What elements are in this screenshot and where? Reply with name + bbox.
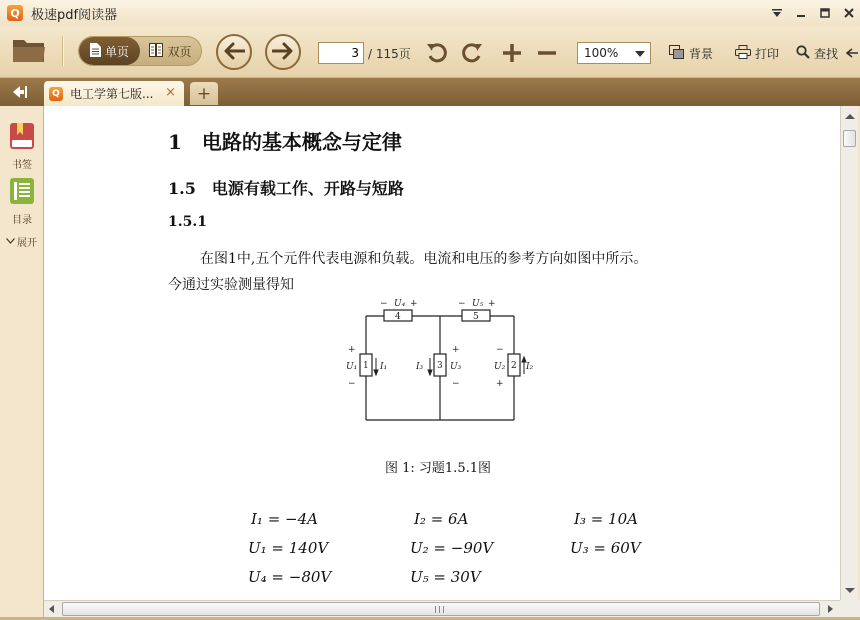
- tab-document[interactable]: [44, 81, 184, 106]
- close-window-icon[interactable]: [838, 3, 860, 23]
- i3-arrow: [428, 370, 432, 375]
- maximize-icon[interactable]: [814, 3, 836, 23]
- next-page-button[interactable]: [265, 34, 301, 70]
- figure-caption: 图 1: 习题1.5.1图: [385, 461, 491, 476]
- sidebar-expand-button[interactable]: [6, 234, 37, 249]
- paragraph-line-2: 今通过实验测量得知: [168, 277, 294, 293]
- horizontal-scrollbar[interactable]: [44, 600, 840, 617]
- equation-u4: U₄ = −80V: [248, 568, 332, 586]
- close-tab-icon[interactable]: ×: [165, 85, 176, 100]
- u3-label: U₃: [450, 362, 462, 372]
- double-page-button[interactable]: [140, 37, 201, 65]
- toc-icon: [9, 177, 35, 208]
- sidebar-bookmark-label: 书签: [12, 160, 32, 171]
- window-title: 极速pdf阅读器: [31, 7, 118, 23]
- zoom-level-select[interactable]: [577, 42, 651, 64]
- tab-bar: [0, 78, 860, 106]
- horizontal-scroll-thumb[interactable]: [62, 602, 820, 616]
- u5-plus: +: [488, 299, 496, 309]
- sidebar-toc-label: 目录: [12, 215, 32, 226]
- previous-page-button[interactable]: [216, 34, 252, 70]
- equation-i2: I₂ = 6A: [414, 510, 469, 528]
- equation-u1: U₁ = 140V: [248, 539, 329, 557]
- background-label: 背景: [689, 46, 714, 61]
- search-label: 查找: [814, 46, 839, 61]
- u3-minus: −: [452, 379, 460, 389]
- vertical-scrollbar[interactable]: [840, 106, 858, 600]
- i3-label: I₃: [416, 362, 424, 372]
- equation-u3: U₃ = 60V: [570, 539, 641, 557]
- scroll-right-icon[interactable]: [828, 605, 833, 613]
- arrow-right-icon: [272, 42, 294, 63]
- u4-minus: −: [380, 299, 388, 309]
- box-label-2: 2: [511, 361, 517, 371]
- pdf-page: [44, 106, 840, 600]
- box-label-3: 3: [437, 361, 443, 371]
- minimize-icon[interactable]: [790, 3, 812, 23]
- print-button[interactable]: [735, 42, 779, 64]
- u5-label: U₅: [472, 299, 484, 309]
- zoom-out-icon[interactable]: [534, 40, 560, 66]
- title-bar: [0, 0, 860, 26]
- double-page-label: 双页: [167, 44, 192, 59]
- single-page-icon: [90, 43, 101, 60]
- zoom-level-value: 100%: [584, 46, 619, 60]
- i2-label: I₂: [526, 362, 534, 372]
- box-label-5: 5: [473, 312, 479, 322]
- rotate-left-icon[interactable]: [424, 40, 450, 66]
- double-page-icon: [149, 43, 163, 60]
- chevron-down-icon: [635, 51, 645, 57]
- toolbar-overflow-icon[interactable]: [844, 40, 860, 66]
- subsection-title: 1.5.1: [168, 214, 207, 230]
- scroll-up-icon[interactable]: [845, 114, 855, 119]
- search-button[interactable]: [796, 42, 838, 64]
- chapter-title: 1 电路的基本概念与定律: [168, 130, 402, 154]
- u5-minus: −: [458, 299, 466, 309]
- u2-minus: −: [496, 345, 504, 355]
- chevron-down-icon: [6, 236, 15, 247]
- i2-arrow: [522, 357, 526, 362]
- vertical-scroll-thumb[interactable]: [843, 130, 856, 147]
- u1-plus: +: [348, 345, 356, 355]
- toolbar-divider: [62, 36, 63, 66]
- rotate-right-icon[interactable]: [459, 40, 485, 66]
- arrow-left-icon: [223, 42, 245, 63]
- u4-label: U₄: [394, 299, 406, 309]
- u1-minus: −: [348, 379, 356, 389]
- sidebar-item-bookmarks[interactable]: [0, 122, 44, 171]
- pdf-file-icon: Q: [49, 87, 63, 101]
- equation-i3: I₃ = 10A: [574, 510, 638, 528]
- i1-arrow: [374, 370, 378, 375]
- box-label-1: 1: [363, 361, 369, 371]
- equation-u2: U₂ = −90V: [410, 539, 494, 557]
- equation-u5: U₅ = 30V: [410, 568, 481, 586]
- search-icon: [796, 45, 810, 62]
- background-icon: [669, 45, 685, 62]
- dropdown-menu-icon[interactable]: [766, 3, 788, 23]
- sidebar-item-toc[interactable]: [0, 177, 44, 226]
- collapse-left-icon: [11, 85, 27, 102]
- scroll-down-icon[interactable]: [845, 588, 855, 593]
- zoom-in-icon[interactable]: [499, 40, 525, 66]
- single-page-label: 单页: [104, 44, 129, 59]
- print-label: 打印: [755, 46, 780, 61]
- left-sidebar: [0, 106, 44, 620]
- toolbar: [0, 26, 860, 78]
- u4-plus: +: [410, 299, 418, 309]
- bookmark-icon: [9, 122, 35, 153]
- document-viewport[interactable]: [44, 106, 840, 600]
- i1-label: I₁: [380, 362, 388, 372]
- new-tab-button[interactable]: +: [190, 82, 218, 105]
- box-label-4: 4: [395, 312, 401, 322]
- paragraph-line-1: 在图1中,五个元件代表电源和负载。电流和电压的参考方向如图中所示。: [200, 251, 648, 267]
- background-button[interactable]: [669, 42, 713, 64]
- section-title: 1.5 电源有载工作、开路与短路: [168, 179, 404, 198]
- app-logo-icon: Q: [7, 5, 23, 21]
- u2-label: U₂: [494, 362, 506, 372]
- u2-plus: +: [496, 379, 504, 389]
- page-total-label: / 115页: [368, 47, 411, 61]
- view-mode-toggle: [78, 36, 202, 66]
- u3-plus: +: [452, 345, 460, 355]
- page-number-input[interactable]: [318, 42, 364, 64]
- sidebar-expand-label: 展开: [17, 238, 37, 249]
- tab-document-label: 电工学第七版...: [70, 87, 154, 101]
- open-folder-icon[interactable]: [12, 36, 46, 64]
- u1-label: U₁: [346, 362, 358, 372]
- equation-i1: I₁ = −4A: [251, 510, 318, 528]
- circuit-figure: [346, 296, 542, 430]
- printer-icon: [735, 45, 751, 62]
- scroll-grip-icon: [435, 606, 444, 613]
- scroll-left-icon[interactable]: [49, 605, 54, 613]
- single-page-button[interactable]: [79, 37, 140, 65]
- collapse-sidebar-button[interactable]: [4, 82, 34, 104]
